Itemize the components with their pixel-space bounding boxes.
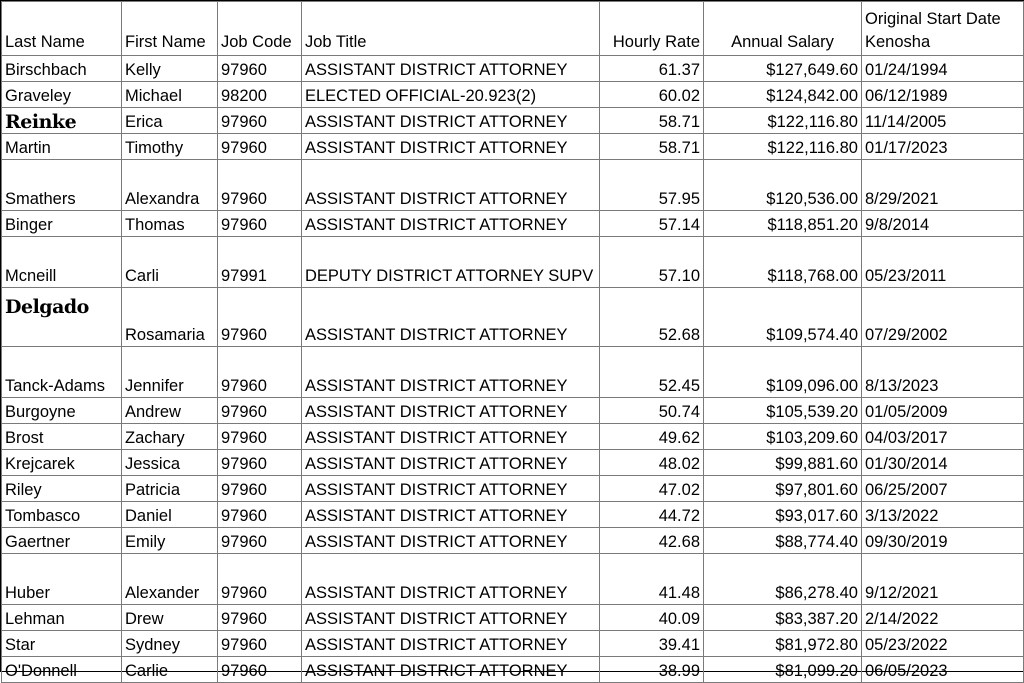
cell-first-name[interactable]: Jennifer: [122, 347, 218, 398]
cell-first-name[interactable]: Zachary: [122, 424, 218, 450]
cell-job-title[interactable]: ASSISTANT DISTRICT ATTORNEY: [302, 288, 600, 347]
table-row: [2, 160, 1024, 211]
table-row: [2, 476, 1024, 502]
cell-first-name[interactable]: Carlie: [122, 657, 218, 683]
cell-first-name[interactable]: Drew: [122, 605, 218, 631]
salary-table: [1, 1, 1024, 683]
cell-start-date[interactable]: 8/13/2023: [862, 347, 1024, 398]
cell-hourly-rate[interactable]: 61.37: [600, 56, 704, 82]
cell-last-name[interactable]: Gaertner: [2, 528, 122, 554]
header-start-date-line2: Kenosha: [865, 33, 931, 51]
table-row: [2, 398, 1024, 424]
cell-last-name[interactable]: O'Donnell: [2, 657, 122, 683]
cell-start-date[interactable]: 01/30/2014: [862, 450, 1024, 476]
cell-start-date[interactable]: 01/24/1994: [862, 56, 1024, 82]
cell-annual-salary[interactable]: $93,017.60: [704, 502, 862, 528]
cell-start-date[interactable]: 05/23/2011: [862, 237, 1024, 288]
cell-hourly-rate[interactable]: 42.68: [600, 528, 704, 554]
cell-first-name[interactable]: Sydney: [122, 631, 218, 657]
cell-hourly-rate[interactable]: 47.02: [600, 476, 704, 502]
cell-job-title[interactable]: ELECTED OFFICIAL-20.923(2): [302, 82, 600, 108]
cell-job-title[interactable]: ASSISTANT DISTRICT ATTORNEY: [302, 631, 600, 657]
cell-job-title[interactable]: ASSISTANT DISTRICT ATTORNEY: [302, 657, 600, 683]
table-row: [2, 657, 1024, 683]
cell-first-name[interactable]: Daniel: [122, 502, 218, 528]
cell-first-name[interactable]: Jessica: [122, 450, 218, 476]
cell-first-name[interactable]: Michael: [122, 82, 218, 108]
cell-job-title[interactable]: ASSISTANT DISTRICT ATTORNEY: [302, 160, 600, 211]
cell-job-title[interactable]: ASSISTANT DISTRICT ATTORNEY: [302, 528, 600, 554]
cell-start-date[interactable]: 05/23/2022: [862, 631, 1024, 657]
cell-job-title[interactable]: ASSISTANT DISTRICT ATTORNEY: [302, 502, 600, 528]
cell-job-title[interactable]: ASSISTANT DISTRICT ATTORNEY: [302, 134, 600, 160]
cell-last-name[interactable]: Brost: [2, 424, 122, 450]
cell-job-code[interactable]: 97960: [218, 211, 302, 237]
cell-last-name[interactable]: Mcneill: [2, 237, 122, 288]
table-row: [2, 108, 1024, 134]
cell-job-title[interactable]: ASSISTANT DISTRICT ATTORNEY: [302, 56, 600, 82]
table-row: [2, 237, 1024, 288]
cell-job-code[interactable]: 97960: [218, 108, 302, 134]
cell-job-title[interactable]: ASSISTANT DISTRICT ATTORNEY: [302, 108, 600, 134]
cell-first-name[interactable]: Carli: [122, 237, 218, 288]
cell-annual-salary[interactable]: $97,801.60: [704, 476, 862, 502]
cell-last-name[interactable]: Martin: [2, 134, 122, 160]
cell-annual-salary[interactable]: $109,096.00: [704, 347, 862, 398]
cell-last-name[interactable]: Graveley: [2, 82, 122, 108]
cell-job-code[interactable]: 97960: [218, 288, 302, 347]
cell-annual-salary[interactable]: $86,278.40: [704, 554, 862, 605]
cell-hourly-rate[interactable]: 58.71: [600, 108, 704, 134]
cell-job-code[interactable]: 97960: [218, 134, 302, 160]
table-row: [2, 450, 1024, 476]
cell-first-name[interactable]: Erica: [122, 108, 218, 134]
cell-start-date[interactable]: 09/30/2019: [862, 528, 1024, 554]
cell-first-name[interactable]: Alexandra: [122, 160, 218, 211]
cell-job-code[interactable]: 97960: [218, 657, 302, 683]
cell-last-name[interactable]: Huber: [2, 554, 122, 605]
cell-hourly-rate[interactable]: 57.14: [600, 211, 704, 237]
header-last-name[interactable]: Last Name: [2, 2, 122, 56]
table-row: [2, 631, 1024, 657]
cell-first-name[interactable]: Rosamaria: [122, 288, 218, 347]
cell-first-name[interactable]: Emily: [122, 528, 218, 554]
cell-job-code[interactable]: 97960: [218, 424, 302, 450]
cell-hourly-rate[interactable]: 38.99: [600, 657, 704, 683]
header-hourly-rate[interactable]: Hourly Rate: [600, 2, 704, 56]
cell-job-code[interactable]: 97960: [218, 605, 302, 631]
cell-job-title[interactable]: ASSISTANT DISTRICT ATTORNEY: [302, 347, 600, 398]
cell-start-date[interactable]: 06/25/2007: [862, 476, 1024, 502]
cell-hourly-rate[interactable]: 57.10: [600, 237, 704, 288]
cell-start-date[interactable]: 04/03/2017: [862, 424, 1024, 450]
cell-annual-salary[interactable]: $118,768.00: [704, 237, 862, 288]
cell-job-title[interactable]: DEPUTY DISTRICT ATTORNEY SUPV: [302, 237, 600, 288]
cell-last-name[interactable]: Binger: [2, 211, 122, 237]
cell-job-code[interactable]: 98200: [218, 82, 302, 108]
cell-job-code[interactable]: 97960: [218, 554, 302, 605]
cell-last-name[interactable]: Delgado: [2, 288, 122, 347]
cell-start-date[interactable]: 01/17/2023: [862, 134, 1024, 160]
table-row: [2, 502, 1024, 528]
cell-start-date[interactable]: 07/29/2002: [862, 288, 1024, 347]
table-row: [2, 82, 1024, 108]
cell-annual-salary[interactable]: $122,116.80: [704, 108, 862, 134]
cell-annual-salary[interactable]: $88,774.40: [704, 528, 862, 554]
cell-hourly-rate[interactable]: 60.02: [600, 82, 704, 108]
cell-start-date[interactable]: 8/29/2021: [862, 160, 1024, 211]
table-row: [2, 347, 1024, 398]
cell-job-code[interactable]: 97960: [218, 347, 302, 398]
cell-annual-salary[interactable]: $122,116.80: [704, 134, 862, 160]
cell-hourly-rate[interactable]: 50.74: [600, 398, 704, 424]
cell-last-name[interactable]: Tombasco: [2, 502, 122, 528]
cell-job-code[interactable]: 97960: [218, 450, 302, 476]
cell-first-name[interactable]: Patricia: [122, 476, 218, 502]
cell-hourly-rate[interactable]: 39.41: [600, 631, 704, 657]
table-row: [2, 288, 1024, 347]
header-job-title[interactable]: Job Title: [302, 2, 600, 56]
cell-start-date[interactable]: 2/14/2022: [862, 605, 1024, 631]
cell-hourly-rate[interactable]: 44.72: [600, 502, 704, 528]
cell-job-title[interactable]: ASSISTANT DISTRICT ATTORNEY: [302, 476, 600, 502]
cell-job-title[interactable]: ASSISTANT DISTRICT ATTORNEY: [302, 211, 600, 237]
cell-start-date[interactable]: 9/12/2021: [862, 554, 1024, 605]
cell-start-date[interactable]: 06/05/2023: [862, 657, 1024, 683]
cell-hourly-rate[interactable]: 40.09: [600, 605, 704, 631]
cell-annual-salary[interactable]: $81,972.80: [704, 631, 862, 657]
cell-job-code[interactable]: 97960: [218, 502, 302, 528]
cell-last-name[interactable]: Star: [2, 631, 122, 657]
cell-annual-salary[interactable]: $118,851.20: [704, 211, 862, 237]
cell-job-code[interactable]: 97991: [218, 237, 302, 288]
cell-hourly-rate[interactable]: 58.71: [600, 134, 704, 160]
cell-annual-salary[interactable]: $105,539.20: [704, 398, 862, 424]
table-row: [2, 56, 1024, 82]
cell-hourly-rate[interactable]: 41.48: [600, 554, 704, 605]
cell-hourly-rate[interactable]: 52.68: [600, 288, 704, 347]
cell-job-title[interactable]: ASSISTANT DISTRICT ATTORNEY: [302, 554, 600, 605]
cell-last-name[interactable]: Tanck-Adams: [2, 347, 122, 398]
cell-annual-salary[interactable]: $120,536.00: [704, 160, 862, 211]
cell-annual-salary[interactable]: $83,387.20: [704, 605, 862, 631]
cell-job-title[interactable]: ASSISTANT DISTRICT ATTORNEY: [302, 398, 600, 424]
cell-annual-salary[interactable]: $99,881.60: [704, 450, 862, 476]
header-annual-salary[interactable]: Annual Salary: [704, 2, 862, 56]
header-start-date[interactable]: [862, 2, 1024, 56]
cell-job-code[interactable]: 97960: [218, 398, 302, 424]
table-row: [2, 134, 1024, 160]
table-row: [2, 528, 1024, 554]
cell-hourly-rate[interactable]: 49.62: [600, 424, 704, 450]
cell-job-code[interactable]: 97960: [218, 160, 302, 211]
cell-annual-salary[interactable]: $103,209.60: [704, 424, 862, 450]
cell-job-code[interactable]: 97960: [218, 476, 302, 502]
cell-last-name[interactable]: Krejcarek: [2, 450, 122, 476]
cell-hourly-rate[interactable]: 57.95: [600, 160, 704, 211]
header-row: [2, 2, 1024, 56]
table-row: [2, 554, 1024, 605]
cell-last-name[interactable]: Lehman: [2, 605, 122, 631]
cell-last-name[interactable]: Reinke: [2, 108, 122, 134]
cell-first-name[interactable]: Kelly: [122, 56, 218, 82]
cell-annual-salary[interactable]: $109,574.40: [704, 288, 862, 347]
cell-annual-salary[interactable]: $124,842.00: [704, 82, 862, 108]
cell-last-name[interactable]: Burgoyne: [2, 398, 122, 424]
cell-first-name[interactable]: Andrew: [122, 398, 218, 424]
table-row: [2, 211, 1024, 237]
cell-job-code[interactable]: 97960: [218, 528, 302, 554]
header-first-name[interactable]: First Name: [122, 2, 218, 56]
cell-annual-salary[interactable]: $81,099.20: [704, 657, 862, 683]
cell-job-title[interactable]: ASSISTANT DISTRICT ATTORNEY: [302, 450, 600, 476]
cell-annual-salary[interactable]: $127,649.60: [704, 56, 862, 82]
table-row: [2, 605, 1024, 631]
cell-start-date[interactable]: 01/05/2009: [862, 398, 1024, 424]
cell-job-code[interactable]: 97960: [218, 56, 302, 82]
cell-job-code[interactable]: 97960: [218, 631, 302, 657]
cell-start-date[interactable]: 9/8/2014: [862, 211, 1024, 237]
header-job-code[interactable]: Job Code: [218, 2, 302, 56]
cell-first-name[interactable]: Thomas: [122, 211, 218, 237]
cell-last-name[interactable]: Riley: [2, 476, 122, 502]
cell-hourly-rate[interactable]: 52.45: [600, 347, 704, 398]
cell-first-name[interactable]: Timothy: [122, 134, 218, 160]
cell-start-date[interactable]: 11/14/2005: [862, 108, 1024, 134]
cell-first-name[interactable]: Alexander: [122, 554, 218, 605]
cell-start-date[interactable]: 3/13/2022: [862, 502, 1024, 528]
table-row: [2, 424, 1024, 450]
cell-last-name[interactable]: Smathers: [2, 160, 122, 211]
cell-last-name[interactable]: Birschbach: [2, 56, 122, 82]
cell-hourly-rate[interactable]: 48.02: [600, 450, 704, 476]
cell-job-title[interactable]: ASSISTANT DISTRICT ATTORNEY: [302, 424, 600, 450]
header-start-date-line1: Original Start Date: [865, 10, 1001, 28]
cell-job-title[interactable]: ASSISTANT DISTRICT ATTORNEY: [302, 605, 600, 631]
cell-start-date[interactable]: 06/12/1989: [862, 82, 1024, 108]
